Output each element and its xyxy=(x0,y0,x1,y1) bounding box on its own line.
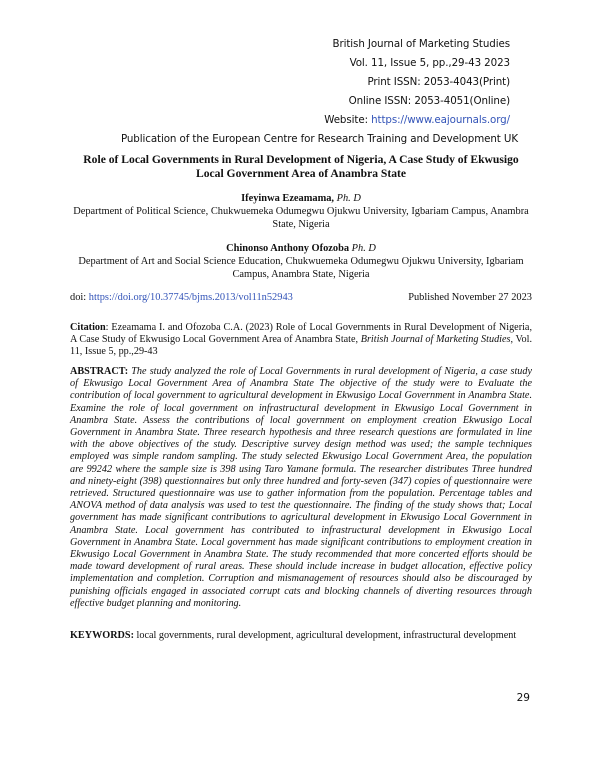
doi-row xyxy=(70,292,532,303)
doi-label: doi: xyxy=(70,292,89,303)
doi-link[interactable]: https://doi.org/10.37745/bjms.2013/vol11n52943 xyxy=(88,292,293,303)
online-issn: Online ISSN: 2053-4051(Online) xyxy=(348,95,510,107)
author-degree-1: Ph. D xyxy=(334,193,361,204)
author-block-1 xyxy=(70,192,532,231)
citation-journal: British Journal of Marketing Studies xyxy=(360,334,511,346)
published-date: Published November 27 2023 xyxy=(408,292,532,303)
print-issn: Print ISSN: 2053-4043(Print) xyxy=(367,76,510,88)
page-number: 29 xyxy=(516,692,530,704)
author-block-2 xyxy=(70,242,532,281)
website-line xyxy=(324,114,510,126)
paper-title: Role of Local Governments in Rural Development of Nigeria, A Case Study of Ekwusigo Local Government Area of Anambra State xyxy=(83,153,519,180)
journal-name: British Journal of Marketing Studies xyxy=(332,38,510,50)
keywords-block xyxy=(70,630,532,642)
citation-label: Citation xyxy=(70,322,106,333)
publisher-line: Publication of the European Centre for Research Training and Development UK xyxy=(120,133,518,145)
keywords-label: KEYWORDS: xyxy=(70,630,137,641)
author-affiliation-1: Department of Political Science, Chukwuemeka Odumegwu Ojukwu University, Igbariam Campus, Anambra State, Nigeria xyxy=(73,206,529,230)
author-degree-2: Ph. D xyxy=(349,243,376,254)
author-name-2: Chinonso Anthony Ofozoba xyxy=(226,243,350,254)
citation-tail: , Vol. 11, Issue 5, pp.,29-43 xyxy=(70,334,532,358)
abstract-label: ABSTRACT: xyxy=(70,366,132,377)
abstract-text: The study analyzed the role of Local Governments in rural development of Nigeria, a case study of Ekwusigo Local Government Area of Anambra State The objective of the study were to Evaluate the contribution of local government to agricultural development in Ekwusigo Local Government in Anambra State. Examine the role of local government on infrastructural development in Ekwusigo Local Government in Anambra State. Assess the contributions of local government on employment creation Ekwusigo Local Government in Anambra State. Three research hypothesis and three research questions are formulated in line with the above objectives of the study. Descriptive survey design method was used; the sample techniques employed was simple random sampling. The study selected Ekwusigo Local Government Area, the population are 99242 where the sample size is 398 using Taro Yamane formula. The researcher distributes Three hundred and ninety-eight (398) questionnaires but only three hundred and forty-seven (347) copies of questionnaire were retrieved. Structured questionnaire was use to gather information from the population. Percentage tables and ANOVA method of data analysis was used to test the questionnaire. The finding of the study shows that; Local government has made significant contributions to agricultural development in Ekwusigo Local Government in Anambra State. Local government has contributed to infrastructural development in Ekwusigo Local Government in Anambra State. Local government has made significant contributions to employment creation in Ekwusigo Local Government in Anambra State. The study recommended that more concerted efforts should be made toward development of rural areas. These should include increase in budget allocation, effective policy implementation and completion. Corruption and mismanagement of resources should also be discouraged by punishing officials engaged in associated corrupt cats and blocking channels of diverting resources through effective budget planning and monitoring. xyxy=(70,366,532,609)
journal-volume: Vol. 11, Issue 5, pp.,29-43 2023 xyxy=(349,57,510,69)
citation-block xyxy=(70,322,532,359)
website-link[interactable]: https://www.eajournals.org/ xyxy=(371,114,510,126)
abstract-block xyxy=(70,366,532,610)
author-name-1: Ifeyinwa Ezeamama, xyxy=(241,193,335,204)
keywords-text: local governments, rural development, agricultural development, infrastructural development xyxy=(136,630,517,641)
citation-text: : Ezeamama I. and Ofozoba C.A. (2023) Role of Local Governments in Rural Development of Nigeria, A Case Study of Ekwusigo Local Government Area of Anambra State, xyxy=(70,322,532,346)
author-affiliation-2: Department of Art and Social Science Education, Chukwuemeka Odumegwu Ojukwu University, Igbariam Campus, Anambra State, Nigeria xyxy=(78,256,524,280)
website-label: Website: xyxy=(324,114,372,126)
doi-line xyxy=(70,292,293,303)
